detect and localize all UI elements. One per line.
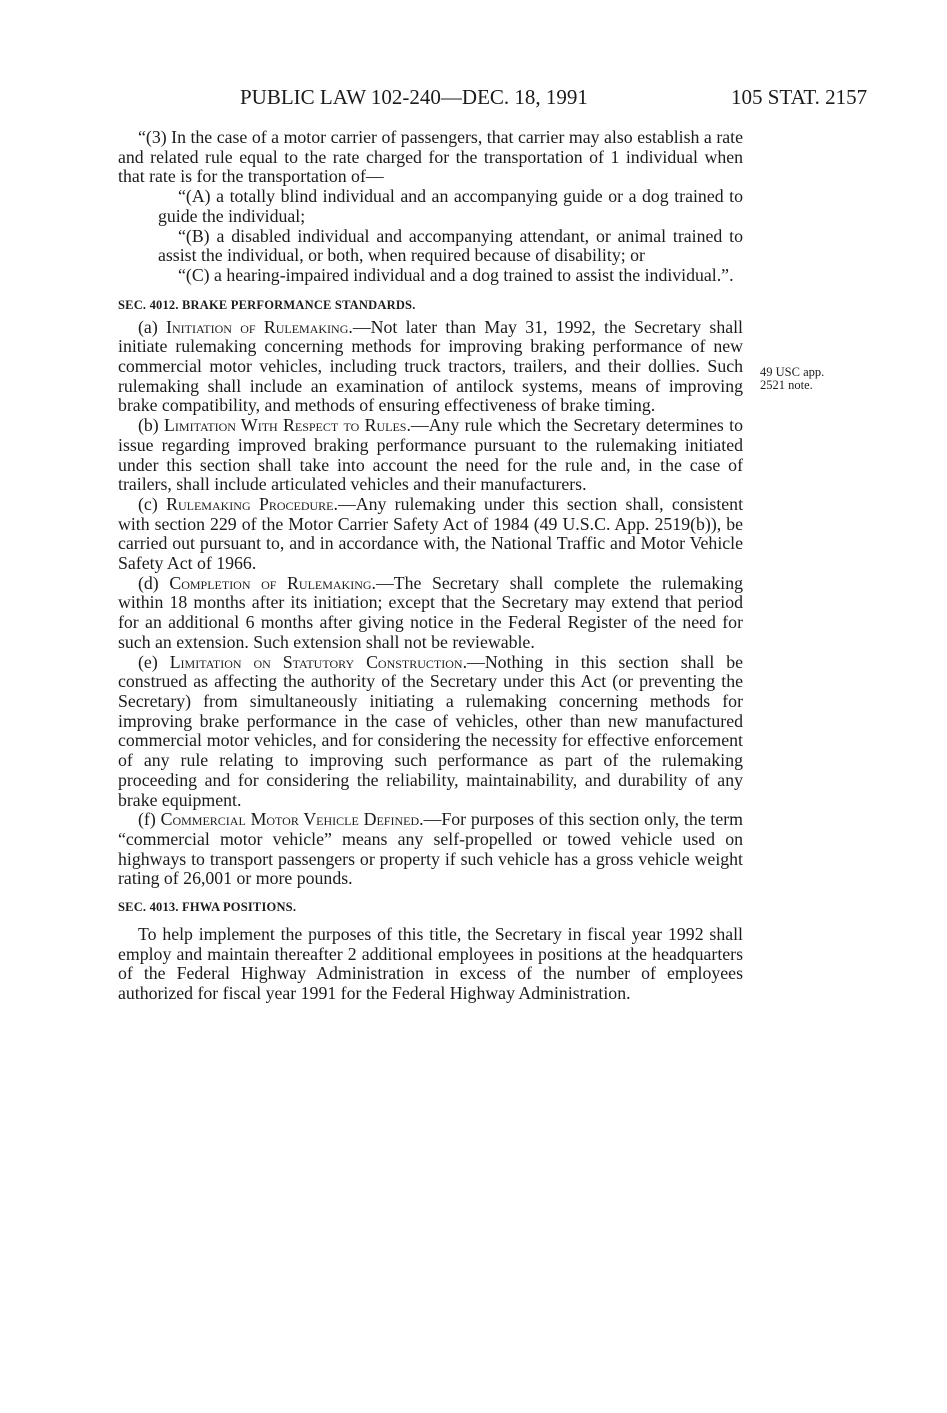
subsection-b-label: (b): [138, 415, 159, 436]
subsection-e-text: —Nothing in this section shall be construed as affecting the authority of the Secretary under this Act (or preventing the Secretary) from simultaneously initiating a rulemaking concerning methods for improving brake performance in the case of vehicles, other than new manufactured commercial motor vehicles, and for considering the necessity for effective enforcement of any rule relating to improving such performance as part of the rulemaking proceeding and for considering the reliability, maintainability, and durability of any brake equipment.: [118, 651, 744, 810]
margin-note-line-2: 2521 note.: [760, 378, 813, 392]
margin-note: [760, 366, 870, 392]
subsection-f: [118, 810, 743, 889]
subsection-f-label: (f): [138, 809, 156, 830]
subsection-b: [118, 416, 743, 495]
margin-note-line-1: 49 USC app.: [760, 365, 825, 379]
subsection-a-label: (a): [138, 316, 158, 337]
paragraph-3-a: “(A) a totally blind individual and an accompanying guide or a dog trained to guide the individual;: [158, 186, 743, 226]
subsection-d: [118, 574, 743, 653]
section-4013-heading: SEC. 4013. FHWA POSITIONS.: [118, 900, 297, 915]
subsection-d-caption: Completion of Rulemaking.: [169, 572, 377, 593]
subsection-c: [118, 495, 743, 574]
running-head: [0, 82, 947, 112]
subsection-c-caption: Rulemaking Procedure.: [166, 493, 338, 514]
subsection-d-text: —The Secretary shall complete the rulemaking within 18 months after its initiation; except that the Secretary may extend that period for an additional 6 months after giving notice in the Federal Register of the need for such an extension. Such extension shall not be reviewable.: [118, 572, 743, 652]
body-text: [118, 128, 743, 1004]
subsection-f-text: —For purposes of this section only, the term “commercial motor vehicle” means any self-propelled or towed vehicle used on highways to transport passengers or property if such vehicle has a gross vehicle weight rating of 26,001 or more pounds.: [118, 809, 743, 889]
subsection-e-label: (e): [138, 651, 158, 672]
section-4013-text: To help implement the purposes of this title, the Secretary in fiscal year 1992 shall employ and maintain thereafter 2 additional employees in positions at the headquarters of the Federal Highway Administration in excess of the number of employees authorized for fiscal year 1991 for the Federal Highway Administration.: [118, 924, 743, 1004]
subsection-c-label: (c): [138, 493, 158, 514]
paragraph-3-intro: “(3) In the case of a motor carrier of passengers, that carrier may also establish a rate and related rule equal to the rate charged for the transportation of 1 individual when that rate is for the transportation of—: [118, 127, 743, 187]
page-header-title: PUBLIC LAW 102-240—DEC. 18, 1991: [240, 85, 588, 109]
subsection-d-label: (d): [138, 572, 159, 593]
subsection-b-caption: Limitation With Respect to Rules.: [164, 415, 411, 436]
subsection-c-text: —Any rulemaking under this section shall, consistent with section 229 of the Motor Carrier Safety Act of 1984 (49 U.S.C. App. 2519(b)), be carried out pursuant to, and in accordance with, the National Traffic and Motor Vehicle Safety Act of 1966.: [118, 493, 744, 574]
section-4012-heading: SEC. 4012. BRAKE PERFORMANCE STANDARDS.: [118, 297, 416, 312]
paragraph-3-b: “(B) a disabled individual and accompanying attendant, or animal trained to assist the individual, or both, when required because of disability; or: [158, 225, 743, 266]
subsection-f-caption: Commercial Motor Vehicle Defined.: [160, 809, 424, 830]
paragraph-3-c: “(C) a hearing-impaired individual and a dog trained to assist the individual.”.: [178, 264, 734, 285]
subsection-a: [118, 318, 743, 417]
subsection-a-caption: Initiation of Rulemaking.: [166, 316, 353, 337]
subsection-e: [118, 653, 743, 811]
subsection-b-text: —Any rule which the Secretary determines to issue regarding improved braking performance pursuant to the rulemaking initiated under this section shall take into account the need for the rule and, in the case of trailers, shall include articulated vehicles and their manufacturers.: [118, 415, 743, 495]
subsection-e-caption: Limitation on Statutory Construction.: [169, 651, 468, 672]
subsection-a-text: —Not later than May 31, 1992, the Secretary shall initiate rulemaking concerning methods for improving braking performance of new commercial motor vehicles, including truck tractors, trailers, and their dollies. Such rulemaking shall include an examination of antilock systems, means of improving brake compatibility, and methods of ensuring effectiveness of brake timing.: [118, 316, 744, 416]
page-header-stat: 105 STAT. 2157: [731, 85, 868, 109]
